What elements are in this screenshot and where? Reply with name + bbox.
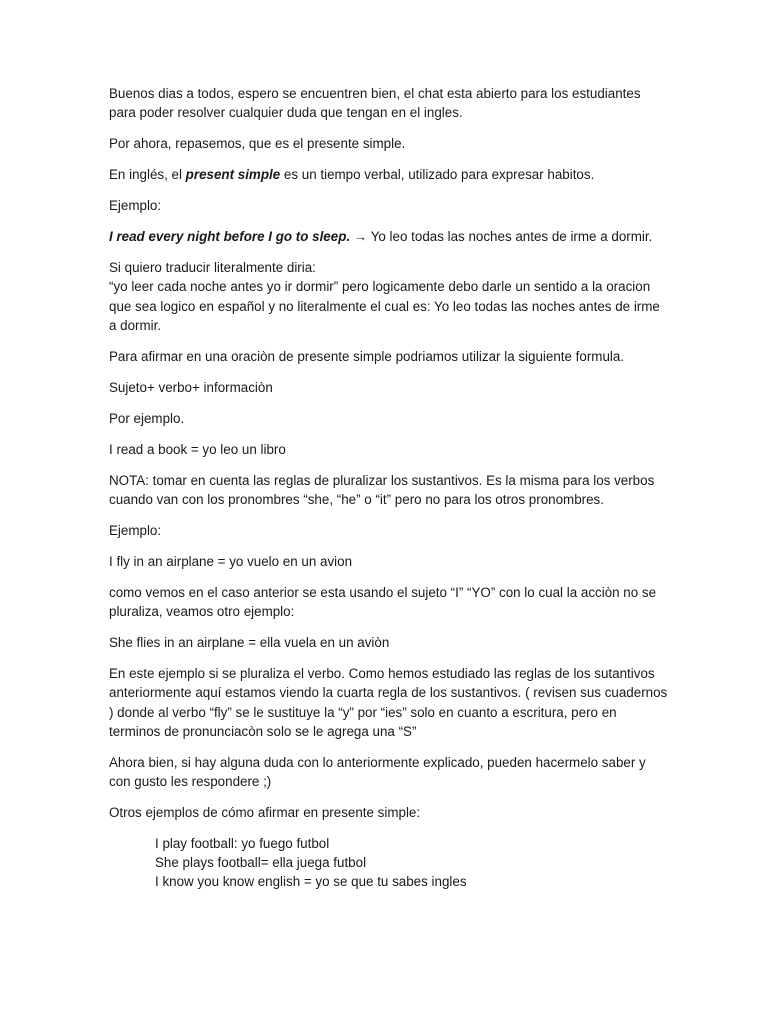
note-paragraph: NOTA: tomar en cuenta las reglas de pluralizar los sustantivos. Es la misma para los verbos cuando van con los pronombres “she, “he” o “it” pero no para los otros pronombres. (109, 472, 655, 508)
plural-explanation: En este ejemplo si se pluraliza el verbo. Como hemos estudiado las reglas de los sutantivos anteriormente aquí estamos viendo la cuarta regla de los sustantivos. ( revisen sus cuadernos ) donde al verbo “fly” se le sustituye la “y” por “ies” solo en cuanto a escritura, pero en terminos de pronunciacòn solo se le agrega una “S” (109, 666, 668, 739)
flies-example: She flies in an airplane = ella vuela en un aviòn (109, 635, 390, 651)
example-heading: Ejemplo: (109, 198, 162, 214)
definition-text-after: es un tiempo verbal, utilizado para expresar habitos. (280, 167, 595, 183)
present-simple-term: present simple (185, 167, 281, 183)
literal-translation-intro: Si quiero traducir literalmente diria: (109, 260, 316, 276)
for-example-label: Por ejemplo. (109, 410, 185, 426)
example-translation: Yo leo todas las noches antes de irme a dormir. (370, 229, 653, 245)
example-heading-2: Ejemplo: (109, 523, 162, 539)
document-page (109, 84, 669, 891)
list-item: I know you know english = yo se que tu sabes ingles (155, 874, 467, 890)
arrow-icon: → (350, 229, 371, 245)
review-paragraph: Por ahora, repasemos, que es el presente simple. (109, 136, 406, 152)
formula-intro: Para afirmar en una oraciòn de presente simple podriamos utilizar la siguiente formula. (109, 348, 625, 364)
example-sentence (109, 227, 669, 246)
list-item: She plays football= ella juega futbol (155, 855, 367, 871)
literal-translation-paragraph (109, 258, 669, 335)
subject-explanation: como vemos en el caso anterior se esta usando el sujeto “I” “YO” con lo cual la acciòn no se pluraliza, veamos otro ejemplo: (109, 585, 657, 620)
greeting-paragraph: Buenos dias a todos, espero se encuentren bien, el chat esta abierto para los estudiantes para poder resolver cualquier duda que tengan en el ingles. (109, 86, 641, 121)
examples-list (155, 834, 669, 891)
formula: Sujeto+ verbo+ informaciòn (109, 379, 273, 395)
questions-paragraph: Ahora bien, si hay alguna duda con lo anteriormente explicado, pueden hacermelo saber y con gusto les respondere ;) (109, 754, 646, 790)
definition-text-before: En inglés, el (109, 167, 186, 183)
book-example: I read a book = yo leo un libro (109, 441, 286, 457)
more-examples-heading: Otros ejemplos de cómo afirmar en presente simple: (109, 805, 421, 821)
definition-paragraph (109, 165, 669, 184)
list-item: I play football: yo fuego futbol (155, 836, 330, 852)
example-english: I read every night before I go to sleep. (109, 229, 351, 245)
fly-example: I fly in an airplane = yo vuelo en un avion (109, 554, 353, 570)
literal-translation-body: “yo leer cada noche antes yo ir dormir” pero logicamente debo darle un sentido a la oracion que sea logico en español y no literalmente el cual es: Yo leo todas las noches antes de irme a dormir. (109, 279, 660, 333)
